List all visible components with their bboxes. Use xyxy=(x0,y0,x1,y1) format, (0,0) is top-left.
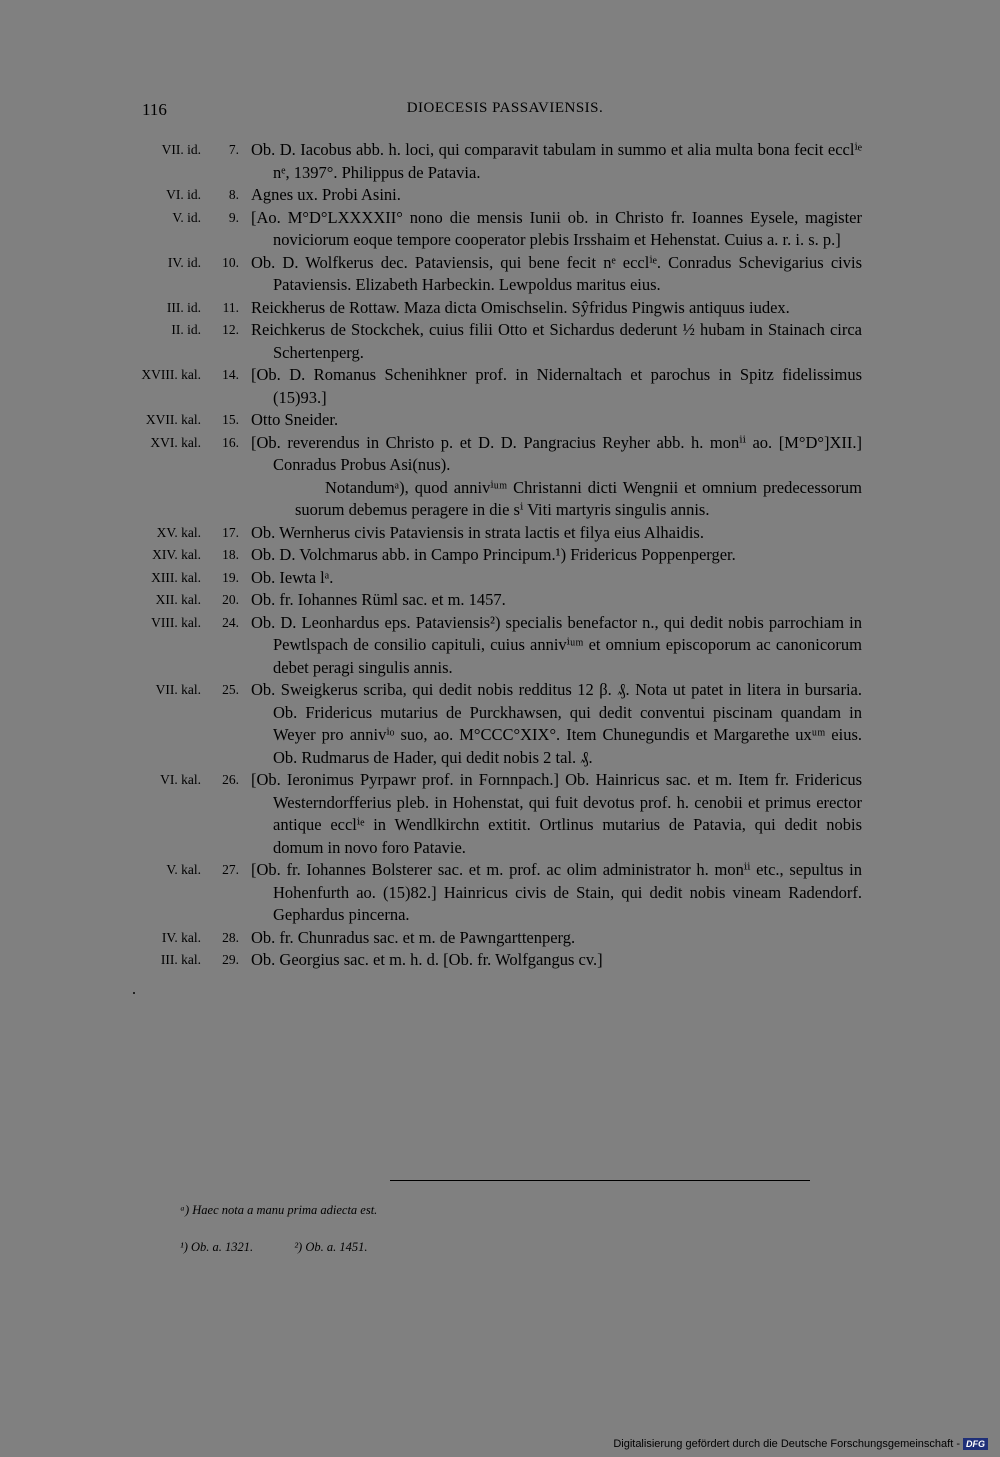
entry-date: XVI. kal. xyxy=(150,434,201,450)
entry-day: 29. xyxy=(222,952,239,967)
entry-text: [Ob. reverendus in Christo p. et D. D. Pangracius Reyher abb. h. monⁱⁱ ao. [M°D°]XII.] Conradus Probus Asi(nus). xyxy=(251,432,862,474)
entry-date: VII. id. xyxy=(161,142,201,157)
entry-text: [Ob. D. Romanus Schenihkner prof. in Nidernaltach et parochus in Spitz fidelissimus (15)93.] xyxy=(251,365,862,407)
entry-day: 10. xyxy=(222,254,239,270)
entry-note: Notandumᵃ), quod annivⁱᵘᵐ Christanni dicti Wengnii et omnium predecessorum suorum debemus peragere in die sⁱ Viti martyris singulis annis. xyxy=(295,477,862,519)
entry-day: 15. xyxy=(222,412,239,427)
credit-text: Digitalisierung gefördert durch die Deutsche Forschungsgemeinschaft - xyxy=(613,1438,960,1450)
entry-date: V. id. xyxy=(172,209,201,225)
entry-row xyxy=(130,184,862,207)
entry-text: Ob. D. Iacobus abb. h. loci, qui comparavit tabulam in summo et alia multa bona fecit ecclⁱᵉ nᵉ, 1397°. Philippus de Patavia. xyxy=(251,140,862,182)
entry-date: XII. kal. xyxy=(155,592,201,607)
entry-text: Reickherus de Rottaw. Maza dicta Omischselin. Sŷfridus Pingwis antiquus iudex. xyxy=(251,297,790,317)
entry-day: 24. xyxy=(222,614,239,630)
entry-text: Ob. Wernherus civis Pataviensis in strata lactis et filya eius Alhaidis. xyxy=(251,522,704,542)
entry-row xyxy=(130,769,862,859)
entry-text: Ob. D. Volchmarus abb. in Campo Principum.¹) Fridericus Poppenperger. xyxy=(251,545,736,564)
entry-row xyxy=(130,544,862,567)
entry-date: XVIII. kal. xyxy=(141,367,201,382)
entry-day: 28. xyxy=(222,929,239,945)
entry-text: Ob. Sweigkerus scriba, qui dedit nobis redditus 12 β. ₰. Nota ut patet in litera in bursaria. Ob. Fridericus mutarius de Purckhawsen, qui dedit conventui piscinam quandam in Weyer pro annivⁱᵒ suo, ao. M°CCC°XIX°. Item Chunegundis et Margarethe uxᵘᵐ eius. Ob. Rudmarus de Hader, qui dedit nobis 2 tal. ₰. xyxy=(251,680,862,767)
entry-row xyxy=(130,297,862,320)
entry-text: [Ob. Ieronimus Pyrpawr prof. in Fornnpach.] Ob. Hainricus sac. et m. Item fr. Fridericus Westerndorfferius pleb. in Hohenstat, qui fuit devotus prof. h. cenobii et primus erector antique ecclⁱᵉ in Wendlkirchn extitit. Ortlinus mutarius de Patavia, qui dedit nobis domum in novo foro Patavie. xyxy=(251,770,862,857)
entry-row xyxy=(130,859,862,927)
entry-text: Ob. D. Leonhardus eps. Pataviensis²) specialis benefactor n., qui dedit nobis parrochiam in Pewtlspach de consilio capituli, cuius annivⁱᵘᵐ et omnium episcoporum ac canonicorum debet peragi singulis annis. xyxy=(251,612,862,677)
entry-day: 14. xyxy=(222,367,239,382)
entry-row xyxy=(130,927,862,950)
entry-row xyxy=(130,319,862,364)
entry-text: Reichkerus de Stockchek, cuius filii Otto et Sichardus dederunt ½ hubam in Stainach circa Schertenperg. xyxy=(251,320,862,362)
entry-day: 7. xyxy=(228,142,239,157)
entry-text: Ob. Georgius sac. et m. h. d. [Ob. fr. Wolfgangus cv.] xyxy=(251,950,603,969)
entry-date: XV. kal. xyxy=(156,524,201,540)
entry-day: 8. xyxy=(228,187,239,202)
entry-row xyxy=(130,409,862,432)
entry-date: XIV. kal. xyxy=(152,547,201,562)
entry-row xyxy=(130,364,862,409)
entry-date: II. id. xyxy=(171,322,201,337)
page-number: 116 xyxy=(142,100,167,119)
entry-text: Ob. fr. Iohannes Rüml sac. et m. 1457. xyxy=(251,590,506,609)
footnote-numbered xyxy=(180,1240,368,1255)
entry-row xyxy=(130,567,862,590)
running-head: DIOECESIS PASSAVIENSIS. xyxy=(406,100,604,116)
entry-day: 25. xyxy=(222,682,239,697)
entry-text: [Ao. M°D°LXXXXII° nono die mensis Iunii ob. in Christo fr. Ioannes Eysele, magister noviciorum eoque tempore cooperator plebis Irsshaim et Hehenstat. Cuius a. r. i. s. p.] xyxy=(251,207,862,249)
entry-day: 18. xyxy=(222,547,239,562)
entry-day: 9. xyxy=(228,209,239,225)
entry-date: VI. kal. xyxy=(160,772,201,787)
speck-mark xyxy=(133,992,135,994)
entry-date: VII. kal. xyxy=(155,682,201,697)
entry-text: [Ob. fr. Iohannes Bolsterer sac. et m. prof. ac olim administrator h. monⁱⁱ etc., sepultus in Hohenfurth ao. (15)82.] Hainricus civis de Stain, qui dedit nobis vineam Radendorf. Gephardus pincerna. xyxy=(251,860,862,924)
entry-day: 11. xyxy=(222,299,239,315)
entry-day: 12. xyxy=(222,322,239,337)
footnote-a: ᵃ) Haec nota a manu prima adiecta est. xyxy=(180,1203,378,1217)
entry-row xyxy=(130,522,862,545)
entry-text: Ob. Iewta lᵃ. xyxy=(251,567,334,587)
entry-date: XVII. kal. xyxy=(145,412,201,427)
entry-date: XIII. kal. xyxy=(151,569,201,585)
entry-day: 19. xyxy=(222,569,239,585)
dfg-logo-icon[interactable]: DFG xyxy=(963,1438,988,1450)
entry-row xyxy=(130,252,862,297)
entry-day: 27. xyxy=(222,862,239,877)
entry-date: III. id. xyxy=(166,299,201,315)
entry-date: III. kal. xyxy=(160,952,201,967)
footnote-rule xyxy=(390,1180,810,1181)
entry-row xyxy=(130,589,862,612)
entry-text-block xyxy=(251,432,862,522)
digitization-credit xyxy=(613,1438,988,1450)
entry-date: IV. kal. xyxy=(161,929,201,945)
entry-day: 16. xyxy=(222,434,239,450)
entry-date: IV. id. xyxy=(167,254,201,270)
entry-day: 17. xyxy=(222,524,239,540)
entry-row xyxy=(130,139,862,184)
footnote-1: ¹) Ob. a. 1321. xyxy=(180,1240,254,1254)
entry-text: Agnes ux. Probi Asini. xyxy=(251,185,401,204)
entry-day: 26. xyxy=(222,772,239,787)
necrology-entries xyxy=(130,139,862,972)
entry-text: Otto Sneider. xyxy=(251,410,339,429)
entry-date: V. kal. xyxy=(166,862,201,877)
footnote-2: ²) Ob. a. 1451. xyxy=(294,1240,368,1254)
entry-row xyxy=(130,207,862,252)
entry-date: VI. id. xyxy=(166,187,201,202)
entry-text: Ob. D. Wolfkerus dec. Pataviensis, qui bene fecit nᵉ ecclⁱᵉ. Conradus Schevigarius civis Pataviensis. Elizabeth Harbeckin. Lewpoldus maritus eius. xyxy=(251,252,862,294)
entry-row xyxy=(130,679,862,769)
entry-row xyxy=(130,432,862,522)
entry-row xyxy=(130,612,862,680)
entry-row xyxy=(130,949,862,972)
entry-date: VIII. kal. xyxy=(151,614,201,630)
entry-day: 20. xyxy=(222,592,239,607)
entry-text: Ob. fr. Chunradus sac. et m. de Pawngarttenperg. xyxy=(251,927,576,947)
